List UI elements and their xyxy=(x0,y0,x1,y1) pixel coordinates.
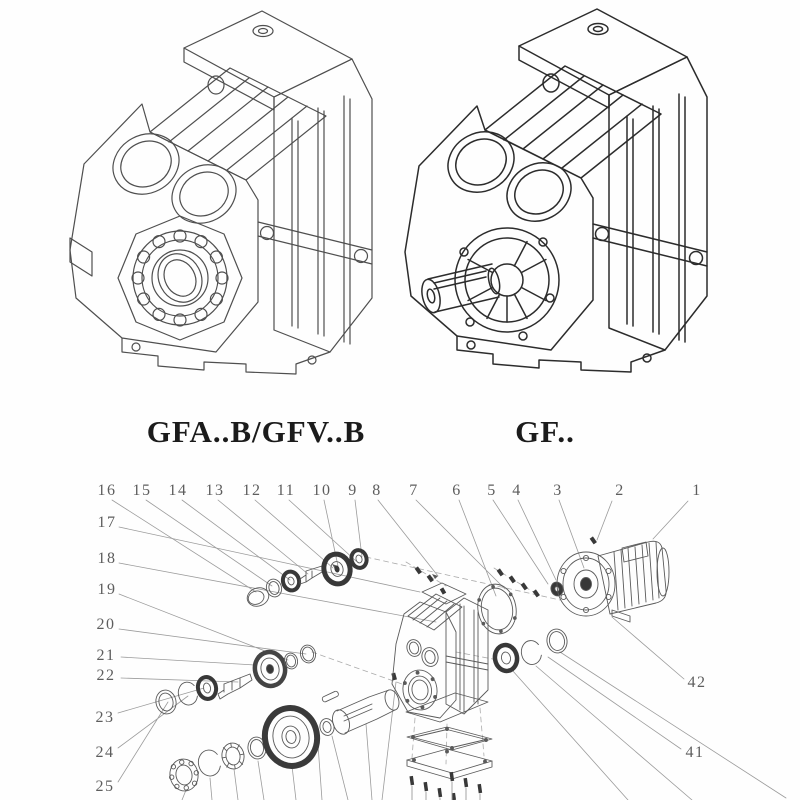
part-callout-3: 3 xyxy=(553,482,563,499)
part-callout-6: 6 xyxy=(452,482,462,499)
part-callout-23: 23 xyxy=(95,709,115,726)
part-callout-19: 19 xyxy=(97,581,117,598)
flange-gasket-ring xyxy=(474,581,520,637)
motor-assembly xyxy=(557,541,669,622)
part-callout-11: 11 xyxy=(276,482,296,499)
part-callout-7: 7 xyxy=(409,482,419,499)
assembly-axis-dashed-lines xyxy=(312,557,560,764)
housing-cover-and-gasket xyxy=(407,727,492,800)
output-seal-rings xyxy=(493,627,569,672)
part-callout-22: 22 xyxy=(96,667,116,684)
part-callout-13: 13 xyxy=(205,482,225,499)
part-callout-5: 5 xyxy=(487,482,497,499)
part-callout-16: 16 xyxy=(97,482,117,499)
part-callout-42: 42 xyxy=(687,674,707,691)
part-callout-21: 21 xyxy=(96,647,116,664)
part-callout-10: 10 xyxy=(312,482,332,499)
part-callout-12: 12 xyxy=(242,482,262,499)
part-callout-25: 25 xyxy=(95,778,115,795)
flange-spokes xyxy=(468,242,546,322)
output-gear-parts-cluster xyxy=(167,688,402,793)
figure-label-hollow-shaft-series: GFA..B/GFV..B xyxy=(146,414,366,449)
part-callout-2: 2 xyxy=(615,482,625,499)
gear-unit-solid-shaft-drawing xyxy=(405,9,707,372)
part-callout-41: 41 xyxy=(685,744,705,761)
input-shaft-parts-cluster xyxy=(245,548,369,609)
gear-housing xyxy=(392,583,488,722)
part-callout-8: 8 xyxy=(372,482,382,499)
part-callout-24: 24 xyxy=(95,744,115,761)
part-callout-4: 4 xyxy=(512,482,522,499)
figure-label-solid-shaft-series: GF.. xyxy=(515,414,575,449)
part-callout-9: 9 xyxy=(348,482,358,499)
part-callout-14: 14 xyxy=(168,482,188,499)
part-callout-20: 20 xyxy=(96,616,116,633)
gear-unit-hollow-shaft-drawing xyxy=(70,11,372,374)
part-callout-1: 1 xyxy=(692,482,702,499)
part-callout-18: 18 xyxy=(97,550,117,567)
cover-bolts xyxy=(409,772,482,800)
part-callout-15: 15 xyxy=(132,482,152,499)
part-callout-17: 17 xyxy=(97,514,117,531)
